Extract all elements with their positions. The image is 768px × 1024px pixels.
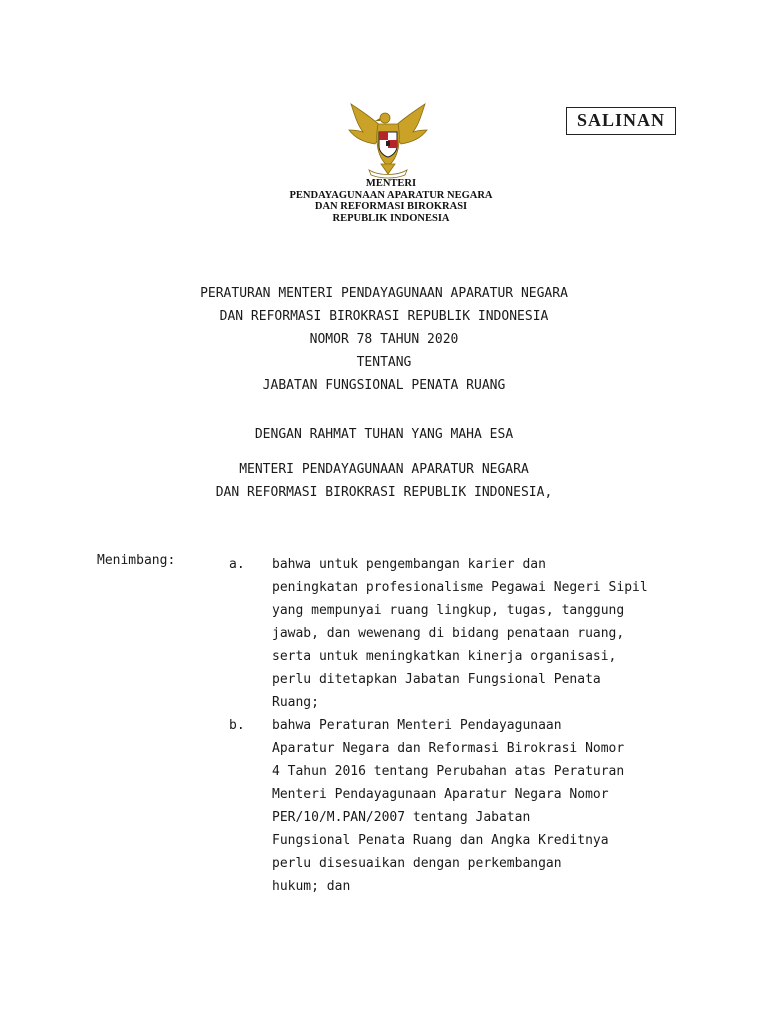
ministry-line: REPUBLIK INDONESIA xyxy=(332,212,450,224)
text-line: Fungsional Penata Ruang dan Angka Kreditnya xyxy=(272,833,609,848)
ministry-line: PENDAYAGUNAAN APARATUR NEGARA xyxy=(289,189,493,201)
text-line: jawab, dan wewenang di bidang penataan ruang, xyxy=(272,626,625,641)
text-line: Menteri Pendayagunaan Aparatur Negara Nomor xyxy=(272,787,609,802)
text-line: 4 Tahun 2016 tentang Perubahan atas Peraturan xyxy=(272,764,625,779)
text-line: Ruang; xyxy=(272,695,319,710)
text-line: peningkatan profesionalisme Pegawai Negeri Sipil xyxy=(272,580,648,595)
regulation-title xyxy=(100,282,668,397)
text-line: perlu disesuaikan dengan perkembangan xyxy=(272,856,562,871)
item-marker: a. xyxy=(229,557,245,572)
text-line: Aparatur Negara dan Reformasi Birokrasi Nomor xyxy=(272,741,625,756)
text-line: bahwa untuk pengembangan karier dan xyxy=(272,557,546,572)
text-line: PER/10/M.PAN/2007 tentang Jabatan xyxy=(272,810,531,825)
salinan-stamp: SALINAN xyxy=(566,107,676,135)
title-line: PERATURAN MENTERI PENDAYAGUNAAN APARATUR NEGARA xyxy=(200,286,568,301)
title-line: DAN REFORMASI BIROKRASI REPUBLIK INDONESIA xyxy=(219,309,549,324)
item-text xyxy=(272,553,652,714)
invocation: DENGAN RAHMAT TUHAN YANG MAHA ESA xyxy=(254,427,514,442)
text-line: yang mempunyai ruang lingkup, tugas, tanggung xyxy=(272,603,625,618)
authority-line: MENTERI PENDAYAGUNAAN APARATUR NEGARA xyxy=(239,462,529,477)
title-line: JABATAN FUNGSIONAL PENATA RUANG xyxy=(262,378,506,393)
ministry-name xyxy=(278,178,504,224)
authority-line: DAN REFORMASI BIROKRASI REPUBLIK INDONESIA, xyxy=(215,485,553,500)
item-text xyxy=(272,714,652,898)
title-line: NOMOR 78 TAHUN 2020 xyxy=(309,332,459,347)
ministry-line: DAN REFORMASI BIROKRASI xyxy=(314,201,468,212)
title-line: TENTANG xyxy=(356,355,412,370)
text-line: hukum; dan xyxy=(272,879,351,894)
garuda-emblem-icon xyxy=(345,100,431,180)
text-line: serta untuk meningkatkan kinerja organisasi, xyxy=(272,649,617,664)
authority xyxy=(100,458,668,504)
text-line: bahwa Peraturan Menteri Pendayagunaan xyxy=(272,718,562,733)
item-marker: b. xyxy=(229,718,245,733)
considerations-label: Menimbang: xyxy=(97,553,176,568)
text-line: perlu ditetapkan Jabatan Fungsional Penata xyxy=(272,672,601,687)
ministry-line: MENTERI xyxy=(365,178,417,189)
